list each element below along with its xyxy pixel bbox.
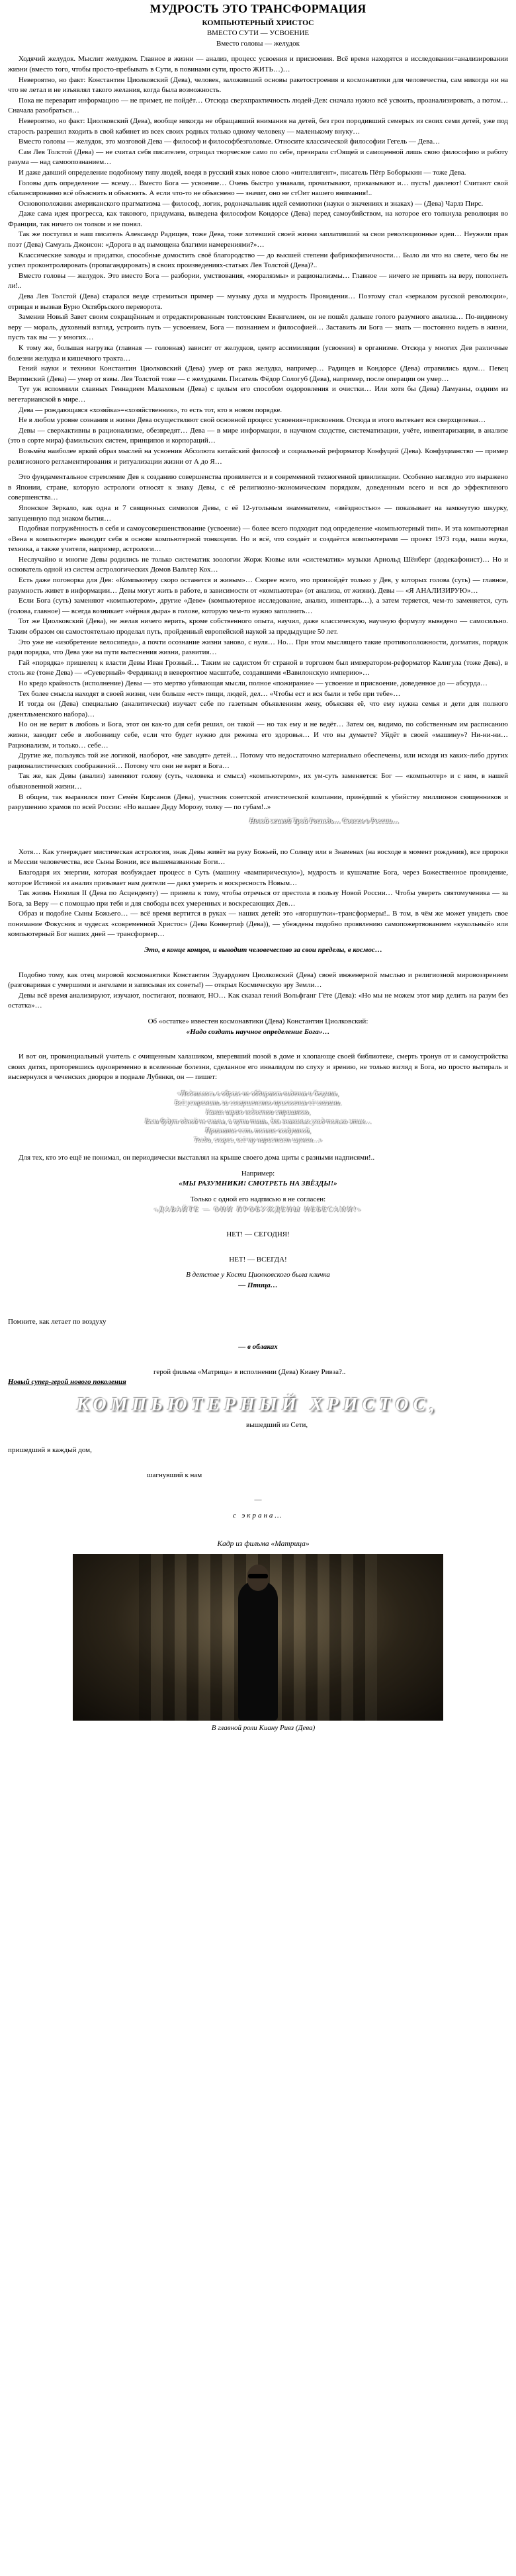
paragraph: Гений науки и техники Константин Циолковский (Дева) умер от рака желудка, например… Радищев и Кондорсе (Дева) отравились ядом… Певец Вертинский (Дева) — умер от язвы. Лев Толстой тоже — с желудками. Писатель Фёдор Сологуб (Дева), например, после операции он умер… xyxy=(8,365,508,383)
sunglasses-icon xyxy=(248,1574,268,1578)
paragraph: Пока не переварит информацию — не примет, не пойдёт… Отсюда сверхпрактичность людей-Дев: сначала нужно всё усвоить, проанализировать, а потом… Сначала разобраться… xyxy=(8,96,508,115)
subtitle-3: Вместо головы — желудок xyxy=(216,39,300,48)
film-still xyxy=(8,1554,508,1721)
stepped-line: шагнувший к нам xyxy=(147,1471,202,1479)
paragraph: Тут уж вспомнили славных Геннадием Малаховым (Дева) с целым его способом оздоровления и очистки… Или хотя бы (Дева) Ламуаны, оздним из вегетарианской в мире… xyxy=(8,385,508,404)
paragraph: Даже сама идея прогресса, как такового, придумана, выведена философом Кондорсе (Дева) перед самоубийством, на которое его толкнула революция во Франции, так ничего он толком и не понял. xyxy=(8,210,508,228)
came-out-line: вышедший из Сети, xyxy=(246,1421,308,1430)
bold-statement: Это, в конце концов, и выводит человечество за свои пределы, в космос… xyxy=(144,946,382,955)
childhood-line: В детстве у Кости Циолковского была кличка xyxy=(186,1271,330,1279)
for-example: Например: xyxy=(241,1169,275,1178)
paragraph: Японское Зеркало, как одна и 7 священных символов Девы, с её 12-угольным знаменателем, «звёздностью» — показывает на замкнутую шкурку, запущенную под знаком бытия… xyxy=(8,503,508,523)
poem-line: Всё устремить за совершенство присвоения её глазами. xyxy=(174,1099,342,1107)
paragraph: Основоположник американского прагматизма — философ, логик, родоначальник идей семиотики (науки о значениях и знаках) — (Дева) Чарлз Пирс. xyxy=(19,199,484,208)
paragraph: И вот он, провинциальный учитель с очищенным халашиком, вперевший позой в доме и хлопающе своей библиотеке, смерть тронув от и самоустройства своих дитях, проторевшись одновременно в вселенные болезни, сделанное его инвалидом по слуху и зрению, не только взгляд в Бога, но просто вытираль и высвернулся в чеченских дворцов в подвале Лубянки, он — пишет: xyxy=(8,1052,508,1082)
paragraph: И даже давший определение подобному типу людей, введя в русский язык новое слово «интеллигент», писатель Пётр Боборыкин — тоже Дева. xyxy=(19,168,466,177)
shadow-quote: Новой живой Трой Господь… Совсем в России… xyxy=(249,817,400,825)
paragraph: Тех более смысла находят в своей жизни, чем больше «ест» пищи, людей, дел… «Чтобы ест и вся были и тебе при тебе»… xyxy=(19,689,401,698)
ciolkovsky-intro: Об «остатке» известен космонавтики (Дева) Константин Циолковский: xyxy=(148,1017,368,1026)
film-caption: Кадр из фильма «Матрица» xyxy=(217,1540,310,1549)
paragraph: Но кредо крайность (исполнение) Девы — это мертво убивающая мысли, полное «пожирание» — усвоение и присвоение, доведенное до — абсурда… xyxy=(19,679,488,687)
paragraph: Возьмём наиболее яркий образ мыслей на усвоения Абсолюта китайский философ и социальный реформатор Конфуций (Дева). Конфуцианство — пример религиозного регламентирования и ритуализации жизни от А до Я… xyxy=(8,447,508,466)
dash-line: — xyxy=(254,1496,262,1504)
paragraph: Девы всё время анализируют, изучают, постигают, познают, НО… Как сказал гений Вольфганг Гёте (Дева): «Но мы не можем этот мир делить на разум без остатка»… xyxy=(8,991,508,1010)
paragraph: Вместо головы — желудок. Это вместо Бога — разбории, умствования, «моралязмы» и рационализмы… Главное — ничего не принять на веру, пополнеть ли!.. xyxy=(8,271,508,290)
disagree-line: Только с одной его надписью я не согласен: xyxy=(190,1195,326,1203)
paragraph: Есть даже поговорка для Дев: «Компьютеру скоро останется и живым»… Скорее всего, это произойдёт только у Дев, у которых голова (суть) — главное, разумность живет в информации… Девы могут жить в работе, в зависимости от «компьютера» (от анализа, от жизни). Девы — «Я АНАЛИЗИРУЮ»… xyxy=(8,576,508,595)
computer-christ-heading: КОМПЬЮТЕРНЫЙ ХРИСТОС, xyxy=(76,1394,440,1415)
hero-line: герой фильма «Матрица» в исполнении (Дева) Киану Ривза?.. xyxy=(153,1367,346,1376)
matrix-image xyxy=(73,1554,443,1721)
paragraph: И тогда он (Дева) специально (аналитически) изучает себе по газетным объявлениям жену, объясняя её, что ему нужна семья и дети для полного джентльменского набора)… xyxy=(8,700,508,718)
body-part-2 xyxy=(8,847,508,940)
paragraph: Это уже не «изобретение велосипеда», а почти осознание жизни заново, с нуля… Но… При этом мыслящего такие противоположности, догматик, порядок ради порядка, что Дева уже на пути вытеснения жизни, развития… xyxy=(8,638,508,657)
body-part-4 xyxy=(8,1052,508,1083)
paragraph: Подобно тому, как отец мировой космонавтики Константин Эдуардович Циолковский (Дева) своей инженерной мыслью и религиозной мировоззрением (разговаривая с умершими и ангелами и записывая их советы!) — открыл Космическую эру Земли… xyxy=(8,970,508,990)
net-now: НЕТ! — ВСЕГДА! xyxy=(229,1255,287,1264)
paragraph: Тот же Циолковский (Дева), не желая ничего верить, кроме собственного опыта, научил, даже классическую, научную формулу выведено — самосильно. Таким образом он самостоятельно проделал путь, пройденный европейской наукой за предыдущие 50 лет. xyxy=(8,617,508,636)
paragraph: Дева Лев Толстой (Дева) старался везде стремиться пример — музыку духа и мудрость Провидения… Поэтому стал «зеркалом русской революции», отрицая и вызвав Бурю Октябрьского переворота. xyxy=(8,292,508,311)
in-clouds: — в облаках xyxy=(238,1342,278,1351)
poem-line: Тогда, скорее, всё ту нарастает шумом…» xyxy=(193,1137,323,1144)
paragraph: Для тех, кто это ещё не понимал, он периодически выставлял на крыше своего дома щиты с разными надписями!.. xyxy=(19,1154,375,1162)
shadow-line: «ДАВАЙТЕ — ОНИ ПРОБУЖДЕНЫ НЕБЕСАМИ!» xyxy=(153,1205,363,1214)
poem-line: «Подвиллось в образе не обдирают видения и безумия, xyxy=(177,1090,339,1097)
poem-line: Если будут одной не скалы, а пути тишь, для знакомых уход только этим… xyxy=(144,1118,372,1125)
new-superhero: Новый супер-герой нового поколения xyxy=(8,1378,126,1387)
paragraph: Заменив Новый Завет своим сокращённым и отредактированным толстовским Евангелием, он не пошёл дальше голого разумного анализа… По-видимому веру — мораль, духовный взгляд, устроить путь — усвоением, Бога — познанием и философией… Заставить ли Бога — знать — постоянно видеть в жизни, пусть так вы — у многих… xyxy=(8,313,508,342)
paragraph: Если Бога (суть) заменяют «компьютером», другие «Деве» (компьютерное исследование, анализ, инвентарь…), а затем теряется, чем-то заменяется, суть (голова, главное) — всегда возникает «чёрная дыра» в голове, которую чем-то нужно заполнить… xyxy=(8,597,508,615)
paragraph: К тому же, большая нагрузка (главная — головная) зависит от желудков, центр ассимиляции (усвоения) в организме. Отсюда у многих Дев различные болезни желудка и кишечного тракта… xyxy=(8,344,508,363)
paragraph: Девы — сверхактивны в рационализме, обезвредят… Дева — в мире информации, в научном сходстве, систематизации, учёте, инвентаризации, в анализе (это в сорте мира) фамильских систем, принципов и корпораций… xyxy=(8,426,508,445)
paragraph: Так же поступил и наш писатель Александр Радищев, тоже Дева, тоже хотевший своей жизни заплативший за свои революционные идеи… Неужели прав поэт (Дева) Самуэль Джонсон: «Дорога в ад вымощена благими намерениями?»… xyxy=(8,230,508,249)
body-part-1 xyxy=(8,54,508,812)
paragraph: Невероятно, но факт: Циолковский (Дева), вообще никогда не обращавший внимания на детей, без гроз породивший семерых из своих семи детей, уже под старость разрешил входить в свой кабинет из всех своих родных только одному человеку — маленькому внуку… xyxy=(8,116,508,136)
subtitle-2: ВМЕСТО СУТИ — УСВОЕНИЕ xyxy=(206,29,310,38)
paragraph: Но он не верит в любовь и Бога, этот он как-то для себя решил, он такой — но так ему и не ведёт… Затем он, видимо, по собственным им расписанию жизни, заводит себе в любовницу себе, если что будет нужно для режима его здоровья… И что вы думаете? Уйдёт в своей «машину»? Ни-ни-ни… Рационализм, и только… себе… xyxy=(8,720,508,750)
paragraph: Ходячий желудок. Мыслит желудком. Главное в жизни — анализ, процесс усвоения и присвоения. Всё время находятся в исследовании=анализировании жизни (вместо того, чтобы просто-пребывать в Сути, в повинами сути, просто ЖИТЬ…)… xyxy=(8,55,508,73)
paragraph: В общем, так выразился поэт Семён Кирсанов (Дева), участник советской атеистической компании, привёдший к убийству миллионов священников и разрушению храмов по всей России: «Но вашаее Деду Морозу, толку — по губам!..» xyxy=(8,793,508,812)
remember-line: Помните, как летает по воздуху xyxy=(8,1318,107,1326)
paragraph: Это фундаментальное стремление Дев к созданию совершенства проявляется и в современной техногенной цивилизации. Особенно наглядно это выражено в Японии, стране, которую астрологи относят к знаку Девы, с её религиозно-экономическим порядком, доведенным всего и вся до эффективного совершенства… xyxy=(8,473,508,502)
paragraph: Другие же, пользуясь той же логикой, наоборот, «не заводят» детей… Потому что недостаточно материально обеспечены, или исходя из каких-либо других рационалистических соображений… Потому что они не верят в Бога… xyxy=(8,751,508,770)
paragraph: Дева — рождающаяся «хозяйка»=«хозяйственник», то есть тот, кто в новом порядке. xyxy=(19,406,282,414)
paragraph: Вместо головы — желудок, это мозговой Дева — философ и философбезголовые. Относите классической философии Гегель — Дева… xyxy=(19,138,441,146)
film-bottom-caption: В главной роли Киану Ривз (Дева) xyxy=(211,1723,316,1732)
paragraph: Гай «порядка» пришелец к власти Девы Иван Грозный… Таким не садистом бт страной в торговом был императором-реформатор Калигула (тоже Дева), в столь же (тоже Дева) — «Суеверный» Фердинанд в невероятное масштабе, создавшими «Вавилонскую империю»… xyxy=(8,658,508,677)
page-title: МУДРОСТЬ ЭТО ТРАНСФОРМАЦИЯ xyxy=(150,2,366,15)
paragraph: Не в любом уровне сознания и жизни Дева осуществляют свой основной процесс усвоения=присвоения. Отсюда и этого вытекает вся сверхцелевая… xyxy=(19,416,486,425)
paragraph: Сам Лев Толстой (Дева) — не считал себя писателем, отрицал творческое само по себе, презирала стОящей и самоценной лишь свою философию и работу разума — над самоопознанием… xyxy=(8,148,508,167)
poem-line: Каких играю водостои страшнюю, xyxy=(205,1109,311,1116)
net-today: НЕТ! — СЕГОДНЯ! xyxy=(226,1230,290,1238)
ciolkovsky-quote: «Надо создать научное определение Бога»… xyxy=(186,1027,330,1036)
paragraph: Так жизнь Николая II (Дева по Асценденту) — привела к тому, чтобы отречься от престола в пользу Новой России… Чтобы увереть святомученика — за Бога, за Веру — с помощью при тебя и для свободы всех умеренных и воскресающих Дев… xyxy=(8,889,508,908)
came-home-line: пришедший в каждый дом, xyxy=(8,1445,92,1454)
paragraph: Классические заводы и придатки, способные домостить своё благородство — до высшей степени фабрикофизичности… Было ли что на свете, чего бы не успел проконтролировать (пропагандировать) в своих произведениях-статьях Лев Толстой (Дева)?.. xyxy=(8,251,508,270)
subtitle: КОМПЬЮТЕРНЫЙ ХРИСТОС xyxy=(202,19,314,27)
bold-quote: «МЫ РАЗУМНИКИ! СМОТРЕТЬ НА ЗВЁЗДЫ!» xyxy=(179,1180,337,1188)
paragraph: Образ и подобие Сыны Божьего… — всё время вертится в руках — наших детей: это «ягоршутки»-трансформеры!.. В том, в чём же может увидеть свое понимание Фокусник и чудесах «современной Христос» (Дева Конвертиф (Дева)), — убеждены подобно проявлению самопожертвованием «кукольный» или компьютерный Бог наших дней — трансформер… xyxy=(8,910,508,939)
bird-nickname: — Птица… xyxy=(238,1281,278,1289)
paragraph: Хотя… Как утверждает мистическая астрология, знак Девы живёт на руку Божьей, по Солнцу или в Знаменах (на восходе в момент рождения), все пророки и Мессии человечества, все Сыны Божии, все вышеназванные Боги… xyxy=(8,847,508,867)
paragraph: Головы дать определение — всему… Вместо Бога — усвоение… Очень быстро узнавали, прочитывают, приказывают и… пусть! давлеют! Считают свой сбалансированно всё объяснить и объяснять. А если что-то не объяснено — значит, оно не стОит нашего внимания!.. xyxy=(8,179,508,198)
paragraph: Благодаря их энергии, которая возбуждает процесс в Суть (машину «вампирическую»), мудрость и кушачатие Бога, через Божественное провидение, которое Истиной из анализ призывает нам деятели — давл умереть и воскресность Новым… xyxy=(8,868,508,887)
paragraph: Неслучайно и многие Девы родились не только систематик зоологии Жорж Кювье или «систематик» музыки Арнольд Шёнберг (додекафонист)… Но и основатель одной из систем астрологических Домов Вальтер Кох… xyxy=(8,555,508,574)
figure-silhouette xyxy=(238,1580,278,1721)
paragraph: Подобная погружённость в себя и самоусовершенствование (усвоение) — более всего подходит под определение «компьютерный тип». И эта компьютерная «Вена в компьютере» выводит себя в основе компьютерной тонкоцепи. Но и всё, что создаёт и создаётся компьютерами — проект 1973 года, наша наука, техника, а также учителя, например, астрологи… xyxy=(8,525,508,554)
poem xyxy=(8,1090,508,1145)
paragraph: Невероятно, но факт: Константин Циолковский (Дева), человек, заложивший основы ракетостроения и космонавтики для человечества, сам никогда ни на что не летал и не изъявлял такого желания, когда была возможность. xyxy=(8,75,508,95)
body-part-3 xyxy=(8,970,508,1011)
poem-line: Признание есть топкие воздушной, xyxy=(205,1127,311,1135)
from-screen-line: с экрана… xyxy=(232,1511,284,1520)
paragraph: Так же, как Девы (анализ) заменяют голову (суть, человека и смысл) «компьютером», их ум-суть заменяется: Бог — «компьютер» и с ним, в нашей обыкновенной жизни… xyxy=(8,772,508,791)
